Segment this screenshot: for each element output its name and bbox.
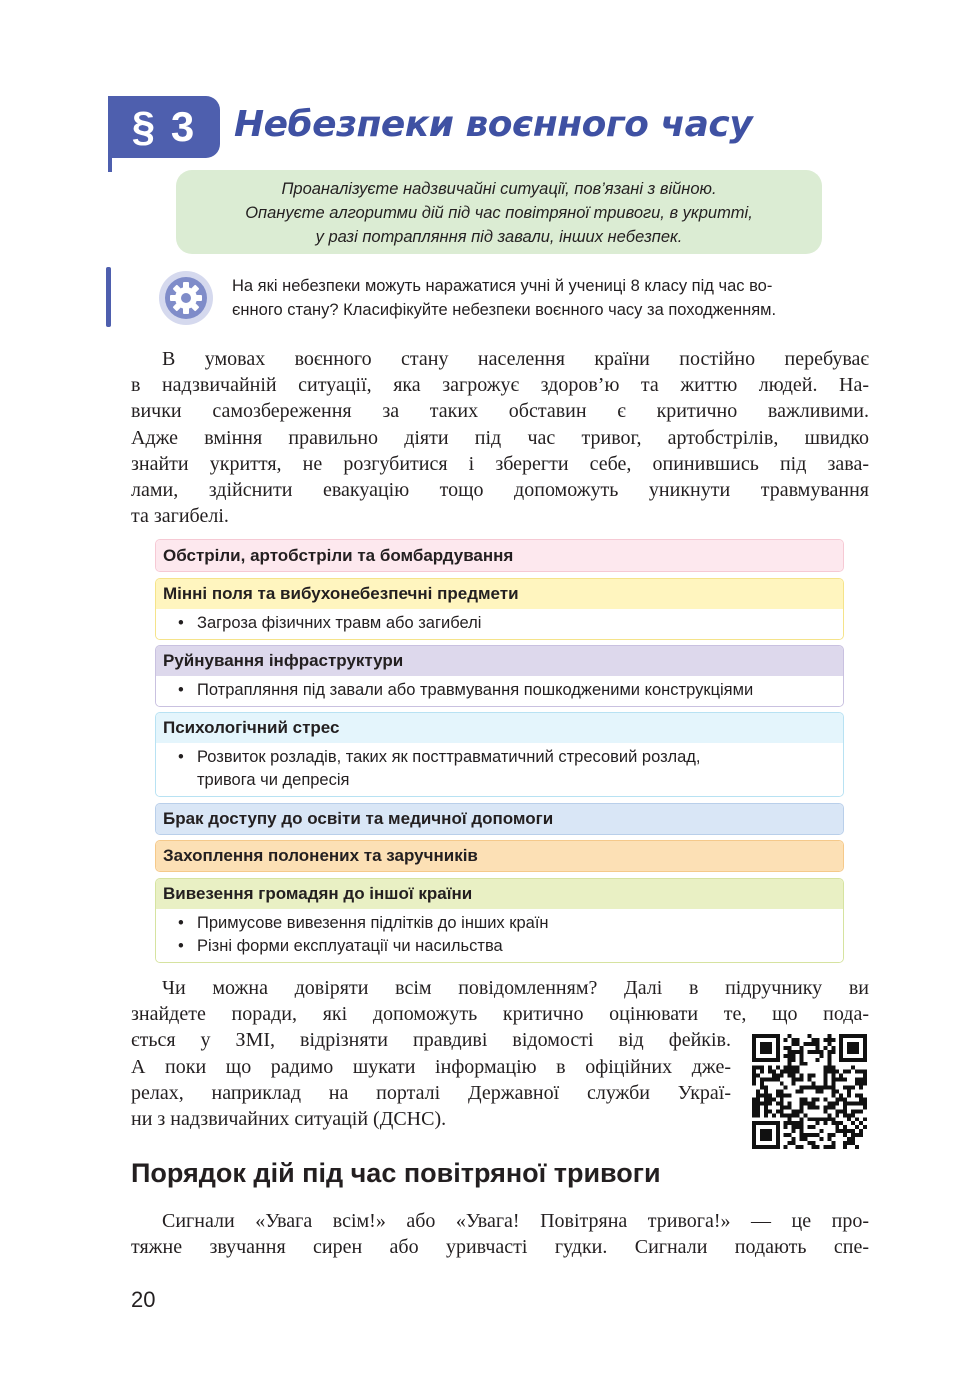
paragraph-line: лами, здійснити евакуацію тощо допоможуть уникнути травмування: [131, 479, 869, 502]
paragraph-line: в надзвичайній ситуації, яка загрожує здоров’ю та життю людей. На-: [131, 374, 869, 397]
paragraph-line: Адже вміння правильно діяти під час тривог, артобстрілів, швидко: [131, 426, 869, 449]
danger-category-title: Мінні поля та вибухонебезпечні предмети: [156, 579, 843, 609]
danger-category-title: Вивезення громадян до іншої країни: [156, 879, 843, 909]
danger-category-title: Обстріли, артобстріли та бомбардування: [156, 540, 843, 571]
paragraph-line: ється у ЗМІ, відрізняти правдиві відомості від фейків.: [131, 1029, 731, 1052]
trust-paragraph: [131, 975, 869, 1027]
gear-icon: [158, 270, 214, 326]
paragraph-line: Сигнали «Увага всім!» або «Увага! Повітряна тривога!» — це про-: [162, 1210, 869, 1232]
intro-paragraph: [131, 346, 869, 529]
danger-category: [155, 878, 844, 963]
page-number: 20: [131, 1287, 156, 1312]
paragraph-line: знайти укриття, не розгубитися і зберегти себе, опинившись під зава-: [131, 452, 869, 475]
danger-category: [155, 712, 844, 797]
signal-paragraph: [131, 1208, 869, 1260]
learning-goals-box: [176, 170, 822, 254]
paragraph-line: знайдете поради, які допоможуть критично оцінювати те, що пода-: [131, 1003, 869, 1026]
paragraph-line: тяжне звучання сирен або уривчасті гудки. Сигнали подають спе-: [131, 1236, 869, 1259]
question-line: єнного стану? Класифікуйте небезпеки воєнного часу за походженням.: [232, 301, 777, 319]
danger-category: [155, 840, 844, 872]
danger-detail-item: • Різні форми експлуатації чи насильства: [178, 935, 837, 958]
paragraph-line: та загибелі.: [131, 505, 229, 528]
danger-details: [156, 676, 843, 706]
goal-line: у разі потрапляння під завали, інших небезпек.: [315, 228, 683, 246]
subheading: Порядок дій під час повітряної тривоги: [131, 1158, 661, 1188]
danger-category: [155, 578, 844, 640]
danger-category-title: Психологічний стрес: [156, 713, 843, 743]
danger-category-title: Руйнування інфраструктури: [156, 646, 843, 676]
danger-category-title: Брак доступу до освіти та медичної допомоги: [156, 804, 843, 834]
goal-line: Опануєте алгоритми дій під час повітряної тривоги, в укритті,: [245, 204, 753, 222]
qr-code-icon[interactable]: [752, 1034, 867, 1149]
danger-category: [155, 645, 844, 707]
question-line: На які небезпеки можуть наражатися учні й учениці 8 класу під час во-: [232, 277, 773, 295]
danger-details: [156, 609, 843, 639]
badge-tail: [108, 158, 112, 172]
danger-detail-item: тривога чи депресія: [197, 771, 350, 789]
danger-details: [156, 743, 843, 796]
paragraph-line: ни з надзвичайних ситуацій (ДСНС).: [131, 1108, 447, 1130]
danger-detail-item: • Потрапляння під завали або травмування пошкодженими конструкціями: [178, 679, 837, 702]
paragraph-line: А поки що радимо шукати інформацію в офіційних дже-: [131, 1055, 731, 1078]
danger-category-title: Захоплення полонених та заручників: [156, 841, 843, 871]
danger-category: [155, 803, 844, 835]
trust-paragraph-narrow: [131, 1027, 731, 1132]
dangers-list: [155, 539, 844, 963]
section-badge: § 3: [108, 96, 220, 158]
paragraph-line: В умовах воєнного стану населення країни постійно перебуває: [162, 348, 869, 370]
paragraph-line: Чи можна довіряти всім повідомленням? Далі в підручнику ви: [162, 977, 869, 999]
paragraph-line: вички самозбереження за таких обставин є критично важливими.: [131, 400, 869, 423]
danger-detail-item: • Розвиток розладів, таких як посттравматичний стресовий розлад,: [178, 746, 837, 769]
question-text: [232, 274, 872, 322]
danger-detail-item: • Примусове вивезення підлітків до інших країн: [178, 912, 837, 935]
danger-category: [155, 539, 844, 572]
goal-line: Проаналізуєте надзвичайні ситуації, пов’язані з війною.: [281, 180, 717, 198]
danger-detail-item: • Загроза фізичних травм або загибелі: [178, 612, 837, 635]
question-marker-bar: [106, 267, 111, 327]
paragraph-line: релах, наприклад на порталі Державної служби Украї-: [131, 1081, 731, 1104]
danger-details: [156, 909, 843, 962]
section-title: Небезпеки воєнного часу: [234, 104, 753, 145]
